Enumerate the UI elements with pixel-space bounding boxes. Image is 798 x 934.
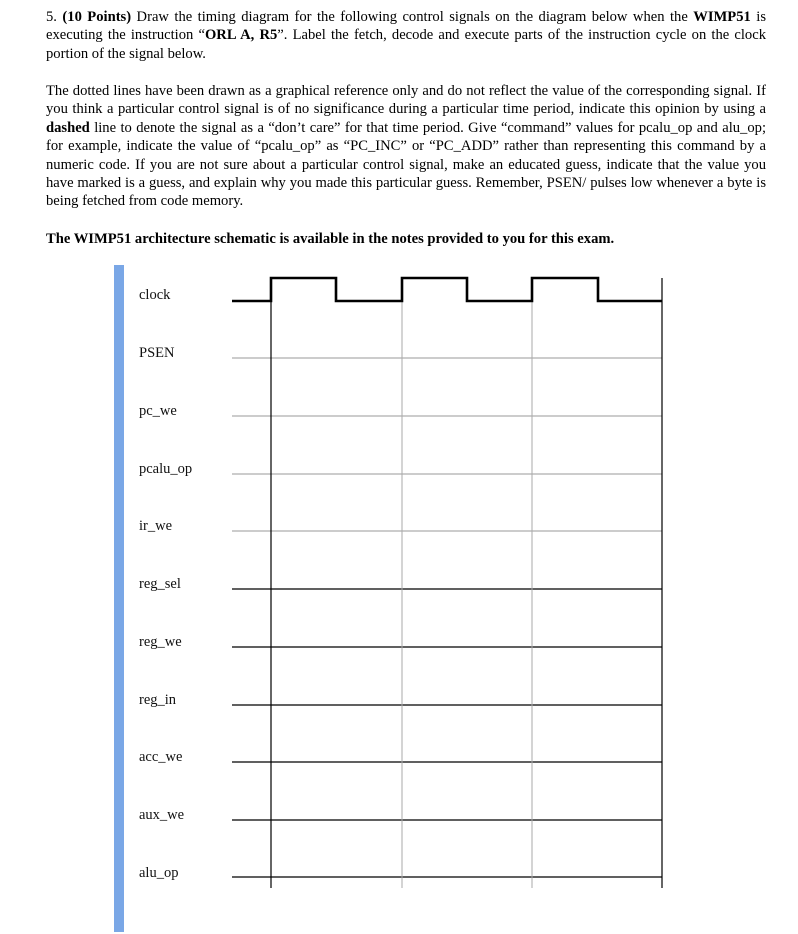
signal-label-clock: clock <box>139 287 171 303</box>
signal-rows-dark <box>232 589 662 877</box>
signal-label-aux-we: aux_we <box>139 807 185 823</box>
cpu-name: WIMP51 <box>693 9 751 25</box>
signal-rows <box>232 358 662 531</box>
question-text-b: is executing the instruction “ <box>46 9 766 44</box>
signal-label-psen: PSEN <box>139 345 175 361</box>
instruction-text: ORL A, R5 <box>204 27 278 44</box>
clock-waveform <box>232 278 662 301</box>
cycle-dividers <box>271 278 662 888</box>
signal-label-reg-we: reg_we <box>139 634 182 650</box>
signal-label-ir-we: ir_we <box>139 518 173 534</box>
question-number: 5. <box>46 9 57 25</box>
question-points: (10 Points) <box>62 9 132 25</box>
signal-label-reg-sel: reg_sel <box>139 576 181 592</box>
question-text-a: Draw the timing diagram for the following control signals on the diagram below when the <box>131 9 694 25</box>
question-text-c: ”. Label the fetch, decode and execute parts of the instruction cycle on the clock portion of the signal below. <box>46 27 767 62</box>
signal-label-acc-we: acc_we <box>139 749 183 765</box>
instructions-text-a: The dotted lines have been drawn as a graphical reference only and do not reflect the value of the corresponding signal. If you think a particular control signal is of no significance during a particular time period, indicate this opinion by using a <box>46 83 766 118</box>
schematic-note: The WIMP51 architecture schematic is available in the notes provided to you for this exam. <box>46 231 615 247</box>
instructions-text-b: line to denote the signal as a “don’t care” for that time period. Give “command” values for pcalu_op and alu_op; for example, indicate the value of “pcalu_op” as “PC_INC” or “PC_ADD” rather than representing this command by a numeric code. If you are not sure about a particular control signal, make an educated guess, indicate that the value you have marked is a guess, and explain why you made this particular guess. Remember, PSEN/ pulses low whenever a byte is being fetched from code memory. <box>46 119 766 210</box>
signal-label-reg-in: reg_in <box>139 692 177 708</box>
signal-label-pc-we: pc_we <box>139 403 177 419</box>
signal-label-alu-op: alu_op <box>139 865 179 881</box>
signal-label-pcalu-op: pcalu_op <box>139 461 193 477</box>
dashed-emphasis: dashed <box>46 119 90 136</box>
